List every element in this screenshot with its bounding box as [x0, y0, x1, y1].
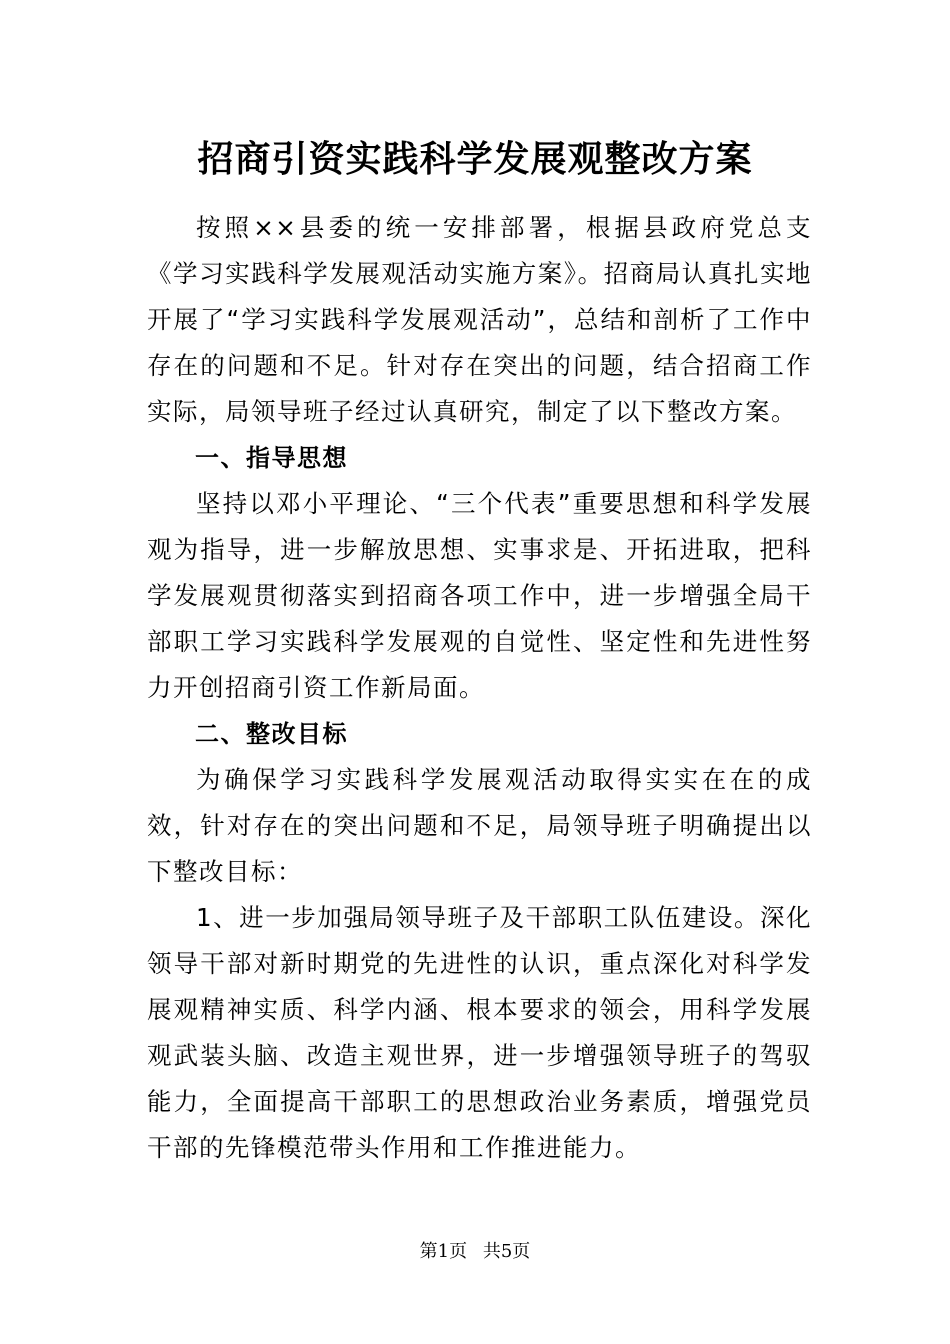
goal-item-1: 1、进一步加强局领导班子及干部职工队伍建设。深化领导干部对新时期党的先进性的认识，重点深化对科学发展观精神实质、科学内涵、根本要求的领会，用科学发展观武装头脑、改造主观世界，进一步增强领导班子的驾驭能力，全面提高干部职工的思想政治业务素质，增强党员干部的先锋模范带头作用和工作推进能力。: [147, 903, 812, 1162]
section-heading-rectification-goals: 二、整改目标: [195, 720, 348, 748]
document-body: [147, 205, 812, 1171]
section-paragraph-rectification-goals: 为确保学习实践科学发展观活动取得实实在在的成效，针对存在的突出问题和不足，局领导班子明确提出以下整改目标：: [147, 765, 812, 886]
section-heading-guiding-thought: 一、指导思想: [195, 444, 348, 472]
page-footer: [0, 1240, 950, 1264]
page-number: 第1页: [419, 1241, 468, 1262]
page-total: 共5页: [482, 1241, 531, 1262]
section-paragraph-guiding-thought: 坚持以邓小平理论、“三个代表”重要思想和科学发展观为指导，进一步解放思想、实事求是、开拓进取，把科学发展观贯彻落实到招商各项工作中，进一步增强全局干部职工学习实践科学发展观的自觉性、坚定性和先进性努力开创招商引资工作新局面。: [147, 489, 812, 702]
intro-paragraph: 按照××县委的统一安排部署，根据县政府党总支《学习实践科学发展观活动实施方案》。招商局认真扎实地开展了“学习实践科学发展观活动”，总结和剖析了工作中存在的问题和不足。针对存在突出的问题，结合招商工作实际，局领导班子经过认真研究，制定了以下整改方案。: [147, 213, 812, 426]
document-title: 招商引资实践科学发展观整改方案: [197, 138, 753, 180]
